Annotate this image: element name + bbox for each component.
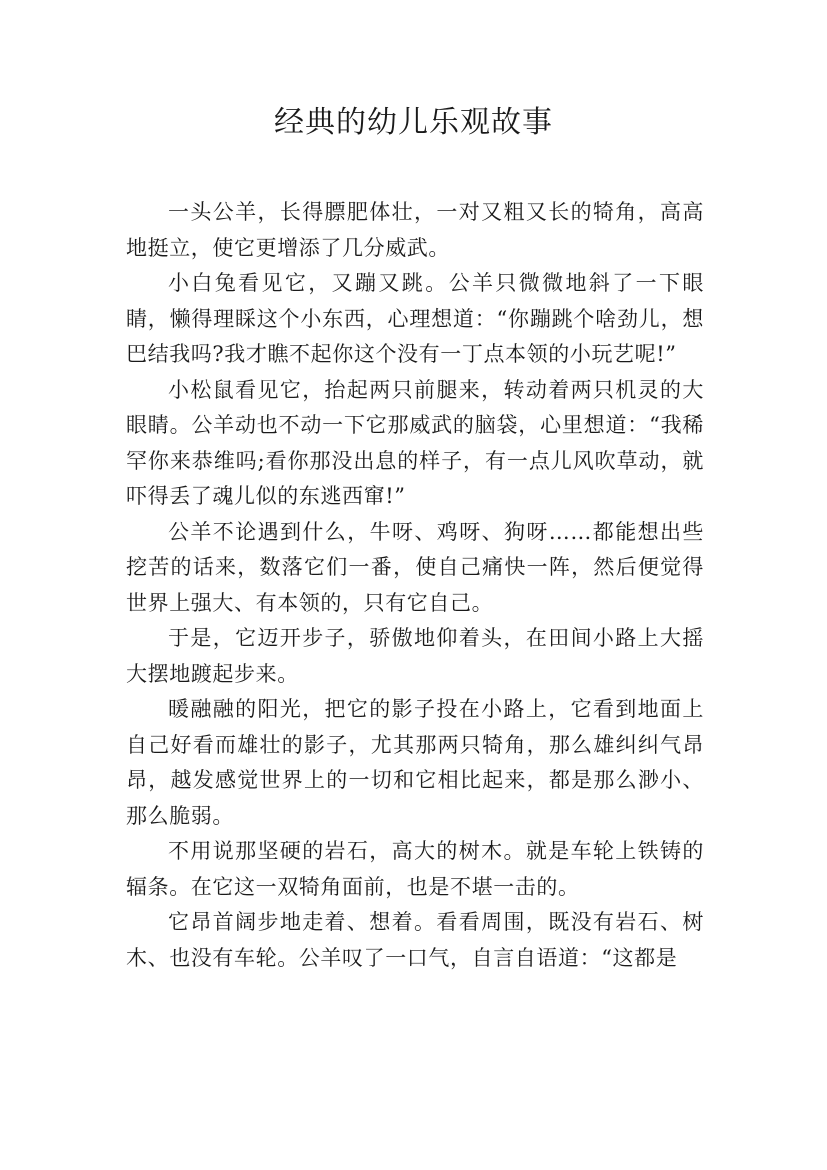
paragraph: 一头公羊，长得膘肥体壮，一对又粗又长的犄角，高高地挺立，使它更增添了几分威武。: [126, 200, 704, 260]
document-body: [126, 195, 704, 976]
paragraph: 公羊不论遇到什么，牛呀、鸡呀、狗呀……都能想出些挖苦的话来，数落它们一番，使自己痛快一阵，然后便觉得世界上强大、有本领的，只有它自己。: [126, 519, 704, 615]
paragraph: 于是，它迈开步子，骄傲地仰着头，在田间小路上大摇大摆地踱起步来。: [126, 626, 704, 686]
paragraph: 它昂首阔步地走着、想着。看看周围，既没有岩石、树木、也没有车轮。公羊叹了一口气，自言自语道：“这都是: [126, 910, 704, 970]
paragraph: 不用说那坚硬的岩石，高大的树木。就是车轮上铁铸的辐条。在它这一双犄角面前，也是不堪一击的。: [126, 839, 704, 899]
document-title: 经典的幼儿乐观故事: [274, 105, 553, 140]
paragraph: 小白兔看见它，又蹦又跳。公羊只微微地斜了一下眼睛，懒得理睬这个小东西，心理想道：“你蹦跳个啥劲儿，想巴结我吗?我才瞧不起你这个没有一丁点本领的小玩艺呢!”: [126, 271, 704, 366]
paragraph: 小松鼠看见它，抬起两只前腿来，转动着两只机灵的大眼睛。公羊动也不动一下它那威武的脑袋，心里想道：“我稀罕你来恭维吗;看你那没出息的样子，有一点儿风吹草动，就吓得丢了魂儿似的东逃西窜!”: [126, 377, 704, 508]
paragraph: 暖融融的阳光，把它的影子投在小路上，它看到地面上自己好看而雄壮的影子，尤其那两只犄角，那么雄纠纠气昂昂，越发感觉世界上的一切和它相比起来，都是那么渺小、那么脆弱。: [126, 697, 704, 828]
